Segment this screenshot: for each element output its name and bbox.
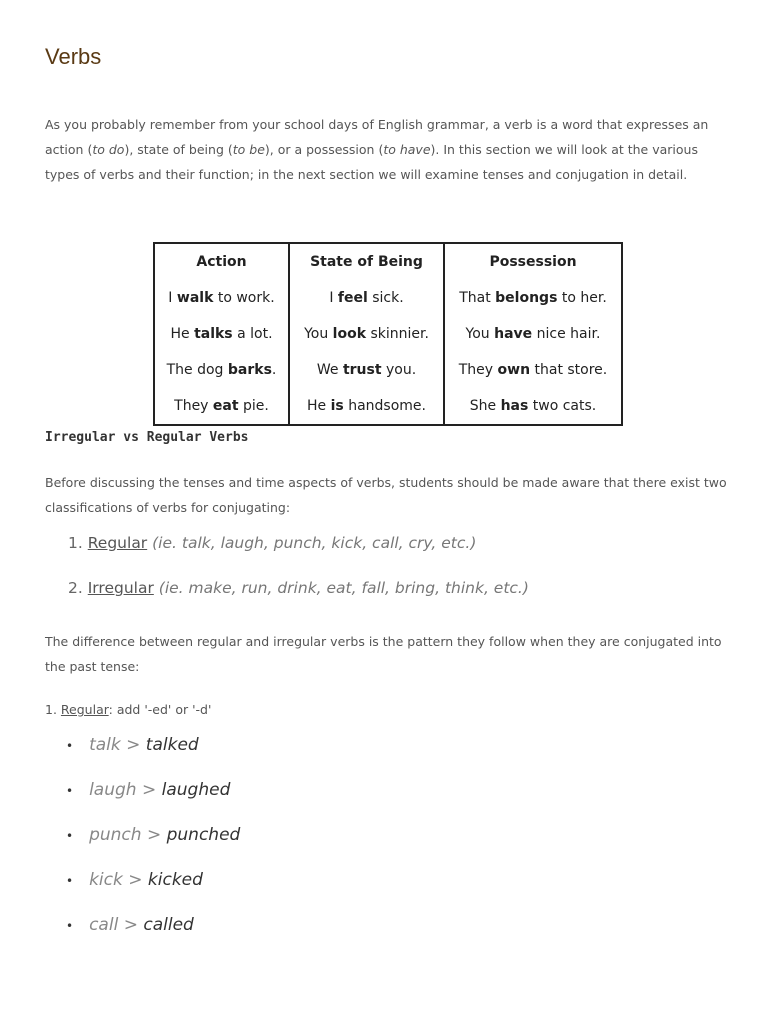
table-row	[154, 388, 622, 425]
base-verb: talk	[89, 735, 121, 755]
table-cell	[289, 352, 444, 388]
example-item	[66, 735, 199, 755]
verb: walk	[176, 290, 214, 306]
past-verb: talked	[145, 735, 199, 755]
bullet-icon: •	[66, 874, 74, 888]
example-item	[66, 870, 203, 890]
examples: (ie. talk, laugh, punch, kick, call, cry, etc.)	[152, 534, 477, 552]
arrow: >	[146, 825, 162, 845]
verb: talks	[194, 326, 233, 342]
list-number: 2.	[68, 579, 83, 597]
text: two cats.	[528, 398, 597, 414]
table-cell	[154, 316, 289, 352]
text: ). In this section we will look at the various types of verbs and their function; in the next section we will examine tenses and conjugation in detail.	[45, 142, 698, 182]
table-header-row	[154, 243, 622, 280]
text: You	[304, 326, 333, 342]
paragraph: Before discussing the tenses and time aspects of verbs, students should be made aware that there exist two classifications of verbs for conjugating:	[45, 475, 727, 515]
bullet-icon: •	[66, 784, 74, 798]
past-verb: called	[143, 915, 194, 935]
base-verb: call	[89, 915, 119, 935]
paragraph: The difference between regular and irregular verbs is the pattern they follow when they are conjugated into the past tense:	[45, 634, 722, 674]
verb: look	[332, 326, 367, 342]
column-header: Possession	[444, 243, 622, 280]
verb: eat	[212, 398, 239, 414]
list-item	[68, 579, 529, 597]
text: ), state of being (	[124, 142, 233, 157]
rule-line	[45, 697, 735, 722]
column-header: Action	[154, 243, 289, 280]
text: They	[458, 362, 498, 378]
text: He	[307, 398, 331, 414]
regular-link[interactable]: Regular	[60, 702, 109, 717]
example-item	[66, 915, 194, 935]
table-cell	[289, 280, 444, 316]
bullet-icon: •	[66, 739, 74, 753]
table-cell	[154, 352, 289, 388]
table-cell	[154, 280, 289, 316]
table-cell	[289, 316, 444, 352]
text: nice hair.	[532, 326, 601, 342]
text: She	[469, 398, 501, 414]
text: to do	[92, 142, 125, 157]
text: .	[271, 362, 277, 378]
table-cell	[444, 280, 622, 316]
table-row	[154, 280, 622, 316]
text: to be	[232, 142, 265, 157]
text: You	[465, 326, 495, 342]
text: That	[459, 290, 496, 306]
verb: belongs	[495, 290, 558, 306]
irregular-link[interactable]: Irregular	[87, 579, 154, 597]
text: I	[329, 290, 338, 306]
list-number: 1.	[68, 534, 83, 552]
past-verb: punched	[166, 825, 241, 845]
text: pie.	[238, 398, 269, 414]
page-title: Verbs	[45, 44, 102, 69]
regular-link[interactable]: Regular	[87, 534, 148, 552]
list-item	[68, 534, 476, 552]
text: handsome.	[343, 398, 426, 414]
verb-types-table	[153, 242, 623, 426]
text: ), or a possession (	[264, 142, 384, 157]
arrow: >	[141, 780, 157, 800]
arrow: >	[123, 915, 138, 935]
bullet-icon: •	[66, 919, 74, 933]
arrow: >	[128, 870, 143, 890]
table-row	[154, 352, 622, 388]
example-item	[66, 780, 230, 800]
table-cell	[154, 388, 289, 425]
verb: feel	[337, 290, 368, 306]
base-verb: laugh	[89, 780, 137, 800]
text: that store.	[530, 362, 608, 378]
section-heading: Irregular vs Regular Verbs	[45, 430, 249, 445]
text: : add '-ed' or '-d'	[108, 702, 212, 717]
table-cell	[289, 388, 444, 425]
example-item	[66, 825, 240, 845]
text: We	[316, 362, 343, 378]
past-verb: laughed	[161, 780, 231, 800]
base-verb: punch	[89, 825, 142, 845]
base-verb: kick	[89, 870, 123, 890]
verb: has	[500, 398, 529, 414]
verb: own	[497, 362, 531, 378]
text: to work.	[213, 290, 275, 306]
text: skinnier.	[366, 326, 429, 342]
text: As you probably remember from your school days of English grammar, a verb is a word that expresses an action (	[45, 117, 709, 157]
table-cell	[444, 316, 622, 352]
intro-paragraph	[45, 112, 735, 187]
table-cell	[444, 388, 622, 425]
examples: (ie. make, run, drink, eat, fall, bring, think, etc.)	[158, 579, 529, 597]
list-number: 1.	[45, 702, 57, 717]
text: I	[168, 290, 177, 306]
text: They	[174, 398, 213, 414]
verb: barks	[227, 362, 272, 378]
text: you.	[381, 362, 417, 378]
column-header: State of Being	[289, 243, 444, 280]
text: sick.	[367, 290, 404, 306]
text: a lot.	[232, 326, 273, 342]
verb: is	[330, 398, 344, 414]
text: The dog	[166, 362, 228, 378]
verb: have	[494, 326, 533, 342]
arrow: >	[126, 735, 141, 755]
past-verb: kicked	[147, 870, 203, 890]
table-cell	[444, 352, 622, 388]
text: to her.	[557, 290, 607, 306]
bullet-icon: •	[66, 829, 74, 843]
verb: trust	[342, 362, 382, 378]
table-row	[154, 316, 622, 352]
text: to have	[383, 142, 431, 157]
text: He	[170, 326, 195, 342]
